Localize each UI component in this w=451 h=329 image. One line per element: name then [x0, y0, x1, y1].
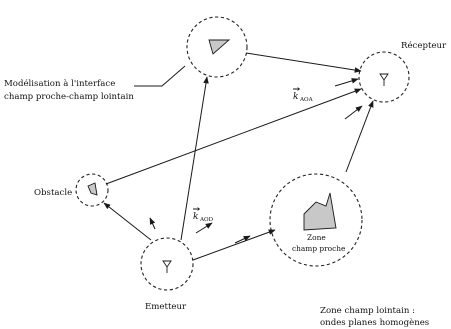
aod-direction-arrow [196, 223, 212, 233]
near-field-zone-shape [304, 193, 336, 230]
transmitter-label: Emetteur [145, 302, 187, 312]
svg-text:k: k [193, 212, 199, 222]
k-aoa-label [293, 88, 314, 104]
interface-label-line1: Modélisation à l'interface [4, 79, 116, 89]
interface-to-receiver-arrow [246, 53, 361, 71]
emit-direction-arrow [150, 218, 155, 229]
aoa-direction-arrow-2 [345, 106, 362, 119]
transmitter-to-obstacle-arrow [104, 203, 151, 240]
transmitter-to-zone-arrow [193, 230, 275, 260]
interface-label-line2: champ proche-champ lointain [4, 92, 134, 102]
obstacle-label: Obstacle [34, 188, 73, 198]
svg-text:AOD: AOD [200, 217, 214, 223]
interface-leader-line [134, 66, 185, 86]
obstacle-shape [88, 183, 97, 195]
interface-triangle-shape [209, 40, 229, 54]
receiver-label: Récepteur [401, 41, 447, 51]
transmitter-circle [141, 238, 193, 290]
far-zone-label-line1: Zone champ lointain : [320, 306, 416, 316]
obstacle-to-receiver-arrow [106, 89, 361, 184]
k-aod-label [193, 208, 214, 224]
svg-text:AOA: AOA [300, 97, 313, 103]
svg-text:k: k [293, 92, 299, 102]
far-zone-label-line2: ondes planes homogènes [320, 318, 430, 328]
receiver-circle [359, 52, 409, 102]
receiver-antenna-icon [380, 74, 388, 86]
near-zone-label-line1: Zone [307, 233, 326, 242]
zone-to-receiver-arrow [346, 101, 373, 172]
near-zone-label-line2: champ proche [292, 244, 346, 253]
aoa-direction-arrow-1 [335, 79, 358, 86]
transmitter-antenna-icon [163, 261, 171, 273]
